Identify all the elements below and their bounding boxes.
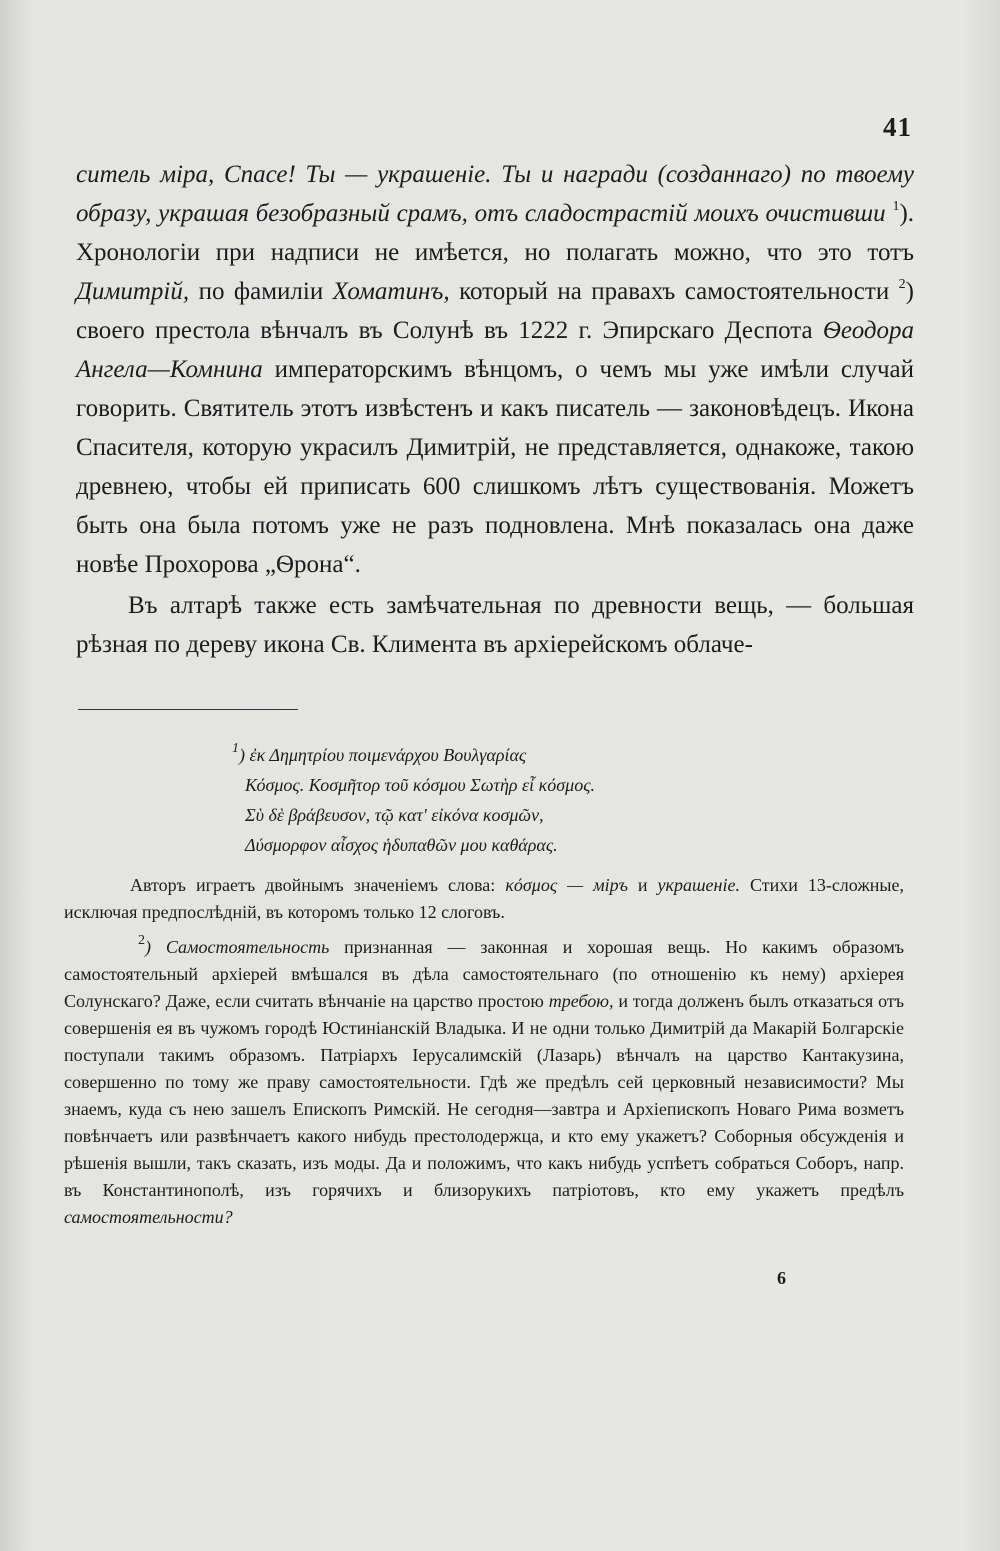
- italic-text: ситель міра, Спасе! Ты — украшеніе. Ты и награди (созданнаго) по твоему образу, украшая безобразный срамъ, отъ сладострастій моихъ очистивши: [76, 161, 914, 227]
- footnote-marker-2: 2: [138, 933, 145, 948]
- footnote-1-commentary: [64, 872, 904, 926]
- text-span: императорскимъ вѣнцомъ, о чемъ мы уже имѣли случай говорить. Святитель этотъ извѣстенъ и какъ писатель — законовѣдецъ. Икона Спасителя, которую украсилъ Димитрій, не представляется, однакоже, такою древнею, чтобы ей приписать 600 слишкомъ лѣтъ существованія. Можетъ быть она была потомъ уже не разъ подновлена. Мнѣ показалась она даже новѣе Прохорова „Ѳрона“.: [76, 356, 914, 578]
- footnote-ref-2: 2: [898, 276, 906, 292]
- italic-text: требою,: [548, 991, 614, 1011]
- paragraph-2: Въ алтарѣ также есть замѣчательная по древности вещь, — большая рѣзная по дереву икона Св. Климента въ архіерейскомъ облаче-: [76, 592, 914, 658]
- main-text: [76, 155, 914, 664]
- italic-text: самостоятельности?: [64, 1207, 233, 1227]
- text-span: по фамиліи: [198, 278, 324, 305]
- footnote-2: [64, 934, 904, 1231]
- name-khomatin: Хоматинъ,: [332, 278, 450, 305]
- greek-line: [232, 740, 792, 770]
- text-span: ) своего престола вѣнчалъ въ Солунѣ въ 1222 г. Эпирскаго Деспота: [76, 278, 914, 344]
- page-number: 41: [883, 112, 912, 142]
- greek-line: Σὺ δὲ βράβευσον, τῷ κατ' εἰκόνα κοσμῶν,: [245, 805, 544, 825]
- greek-text: ) ἐκ Δημητρίου ποιμενάρχου Βουλγαρίας: [239, 745, 527, 765]
- text-span: и: [637, 875, 648, 895]
- italic-text: украшеніе.: [657, 875, 740, 895]
- text-span: ). Хронологіи при надписи не имѣется, но полагать можно, что это тотъ: [76, 200, 915, 266]
- footnote-ref-1: 1: [892, 198, 900, 214]
- greek-verse: [232, 740, 792, 860]
- italic-text: κόσμος — міръ: [505, 875, 628, 895]
- text-span: который на правахъ самостоятельности: [459, 278, 890, 305]
- name-dimitry: Димитрій,: [76, 278, 190, 305]
- italic-text: ) Самостоятельность: [145, 937, 330, 957]
- text-span: Авторъ играетъ двойнымъ значеніемъ слова:: [130, 875, 496, 895]
- greek-line: Κόσμος. Κοσμῆτορ τοῦ κόσμου Σωτὴρ εἶ κόσμος.: [245, 775, 595, 795]
- text-span: признанная — законная и хорошая вещь. Но какимъ образомъ самостоятельный архіерей вмѣшался въ дѣла самостоятельнаго (по отношенію къ нему) архіерея Солунскаго? Даже, если считать вѣнчаніе на царство простою: [64, 937, 905, 1011]
- footnote-rule: [78, 709, 298, 710]
- greek-line: Δύσμορφον αἶσχος ἡδυπαθῶν μου καθάρας.: [245, 835, 558, 855]
- footnotes: [64, 872, 904, 1231]
- name-theodore: Ѳеодора Ангела—Комнина: [76, 317, 915, 383]
- paragraph-1: [76, 155, 914, 584]
- signature-mark: 6: [777, 1268, 786, 1288]
- text-span: Стихи 13-сложные, исключая предпослѣдній, въ которомъ только 12 слоговъ.: [64, 875, 904, 922]
- text-span: и тогда долженъ былъ отказаться отъ совершенія ея въ чужомъ городѣ Юстиніанскій Владыка. И не одни только Димитрій да Макарій Болгарскіе поступали такимъ образомъ. Патріархъ Іерусалимскій (Лазарь) вѣнчалъ на царство Кантакузина, совершенно по тому же праву самостоятельности. Гдѣ же предѣлъ сей церковный независимости? Мы знаемъ, куда съ нею зашелъ Епископъ Римскій. Не сегодня—завтра и Архіепископъ Новаго Рима возметъ повѣнчаетъ или развѣнчаетъ какого нибудь престолодержца, и кто ему укажетъ? Соборныя обсужденія и рѣшенія вышли, такъ сказать, изъ моды. Да и положимъ, что какъ нибудь успѣетъ собраться Соборъ, напр. въ Константинополѣ, изъ горячихъ и близорукихъ патріотовъ, кто ему укажетъ предѣлъ: [64, 991, 905, 1200]
- footnote-marker-1: 1: [232, 741, 239, 756]
